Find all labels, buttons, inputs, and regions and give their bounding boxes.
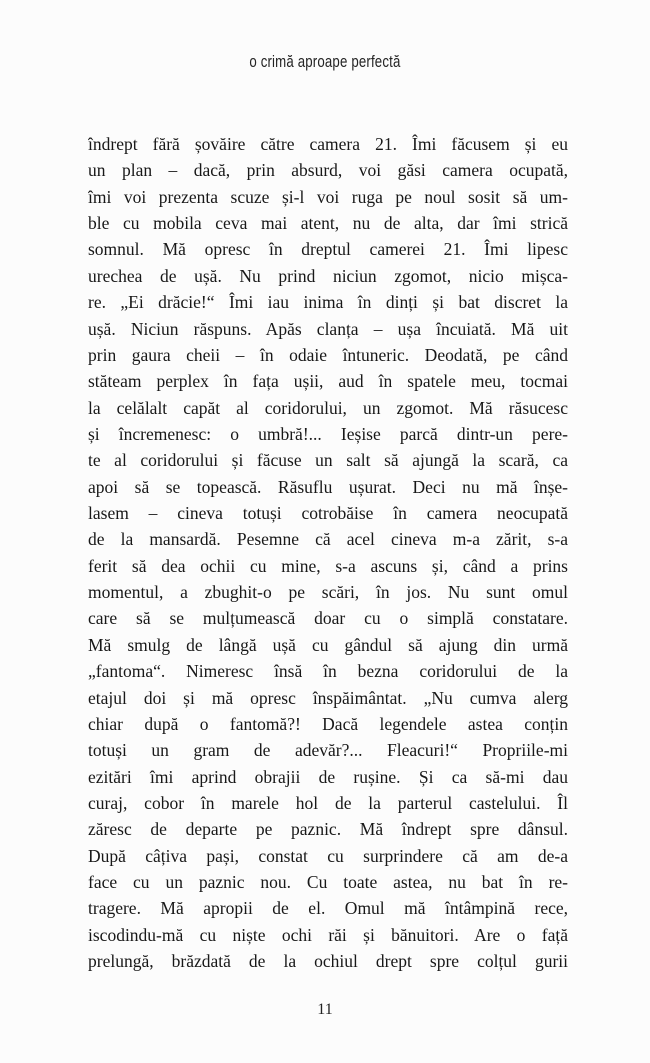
text-line: te al coridorului și făcuse un salt să ajungă la scară, ca <box>88 450 568 471</box>
text-line: face cu un paznic nou. Cu toate astea, nu bat în re- <box>88 872 568 893</box>
text-line: momentul, a zbughit-o pe scări, în jos. Nu sunt omul <box>88 582 568 603</box>
running-header-text: o crimă aproape perfectă <box>249 52 401 71</box>
text-line: îndrept fără șovăire către camera 21. Îmi făcusem și eu <box>88 134 568 154</box>
page-number: 11 <box>317 1001 333 1018</box>
text-line: ble cu mobila ceva mai atent, nu de alta, dar îmi strică <box>88 213 568 234</box>
text-line: chiar după o fantomă?! Dacă legendele astea conțin <box>88 713 568 734</box>
text-line: ușă. Niciun răspuns. Apăs clanța – ușa încuiată. Mă uit <box>88 318 568 339</box>
text-line: la celălalt capăt al coridorului, un zgomot. Mă răsucesc <box>88 397 568 418</box>
text-line: zăresc de departe pe paznic. Mă îndrept spre dânsul. <box>88 819 568 840</box>
text-line: somnul. Mă opresc în dreptul camerei 21. Îmi lipesc <box>88 239 568 260</box>
text-line: care să se mulțumească doar cu o simplă constatare. <box>88 608 568 629</box>
text-line: ferit să dea ochii cu mine, s-a ascuns și, când a prins <box>88 555 568 576</box>
text-line: tragere. Mă apropii de el. Omul mă întâmpină rece, <box>88 898 568 919</box>
running-header <box>0 52 650 72</box>
text-line: de la mansardă. Pesemne că acel cineva m-a zărit, s-a <box>88 529 568 550</box>
text-line: curaj, cobor în marele hol de la parterul castelului. Îl <box>88 792 568 813</box>
text-line: un plan – dacă, prin absurd, voi găsi camera ocupată, <box>88 160 568 181</box>
text-line: stăteam perplex în fața ușii, aud în spatele meu, tocmai <box>88 371 568 392</box>
text-line: și încremenesc: o umbră!... Ieșise parcă dintr-un pere- <box>88 423 568 444</box>
text-line: După câțiva pași, constat cu surprindere că am de-a <box>88 845 568 866</box>
text-line: urechea de ușă. Nu prind niciun zgomot, nicio mișca- <box>88 265 568 286</box>
text-line: apoi să se topească. Răsuflu ușurat. Deci nu mă înșe- <box>88 476 568 497</box>
text-line: ezitări îmi aprind obrajii de rușine. Și ca să-mi dau <box>88 766 568 787</box>
text-line: îmi voi prezenta scuze și-l voi ruga pe noul sosit să um- <box>88 186 568 207</box>
text-line: prelungă, brăzdată de la ochiul drept spre colțul gurii <box>88 951 568 972</box>
body-text <box>88 131 568 975</box>
text-line: „fantoma“. Nimeresc însă în bezna coridorului de la <box>88 661 568 682</box>
text-line: Mă smulg de lângă ușă cu gândul să ajung din urmă <box>88 634 568 655</box>
text-line: prin gaura cheii – în odaie întuneric. Deodată, pe când <box>88 344 568 365</box>
text-line: totuși un gram de adevăr?... Fleacuri!“ Propriile-mi <box>88 740 568 761</box>
text-line: lasem – cineva totuși cotrobăise în camera neocupată <box>88 503 568 524</box>
text-line: etajul doi și mă opresc înspăimântat. „Nu cumva alerg <box>88 687 568 708</box>
text-line: re. „Ei drăcie!“ Îmi iau inima în dinți și bat discret la <box>88 292 568 313</box>
text-line: iscodindu-mă cu niște ochi răi și bănuitori. Are o față <box>88 924 568 945</box>
